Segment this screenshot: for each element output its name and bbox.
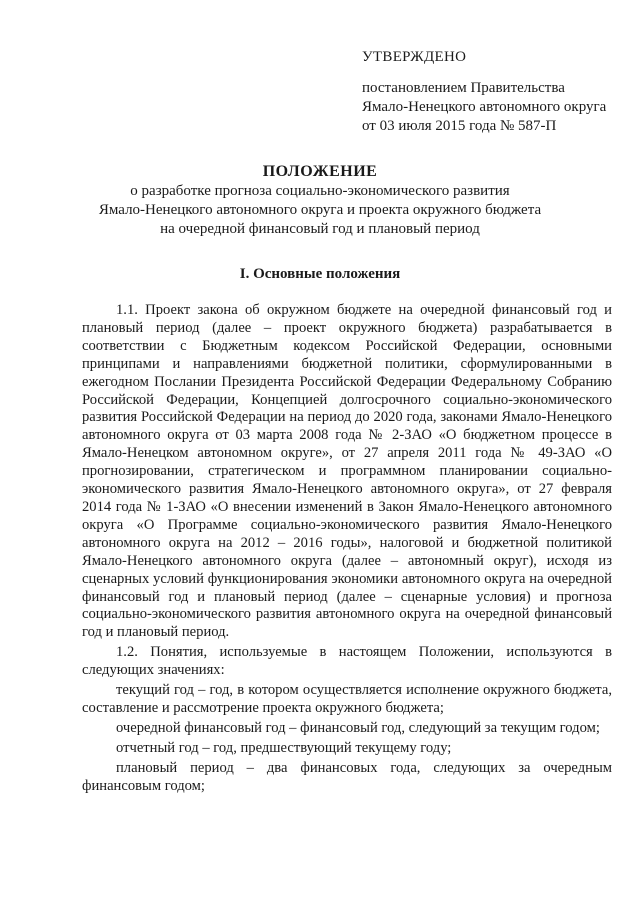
approval-line-3: от 03 июля 2015 года № 587-П xyxy=(362,118,557,134)
approval-line-2: Ямало-Ненецкого автономного округа xyxy=(362,99,607,115)
approval-stamp xyxy=(362,48,622,136)
definition-reporting-year: отчетный год – год, предшествующий текущему году; xyxy=(116,739,452,756)
approval-line-1: постановлением Правительства xyxy=(362,80,565,96)
definition-planning-period: плановый период – два финансовых года, следующих за очередным финансовым годом; xyxy=(82,759,612,794)
section-heading: I. Основные положения xyxy=(239,266,401,282)
section-body xyxy=(82,302,612,795)
document-subtitle-line-2: Ямало-Ненецкого автономного округа и проекта окружного бюджета xyxy=(98,202,542,218)
document-title: ПОЛОЖЕНИЕ xyxy=(262,163,378,180)
paragraph-1-2: 1.2. Понятия, используемые в настоящем Положении, используются в следующих значениях: xyxy=(82,644,612,679)
paragraph-1-1: 1.1. Проект закона об окружном бюджете на очередной финансовый год и плановый период (далее – проект окружного бюджета) разрабатывается в соответствии с Бюджетным кодексом Российской Федерации, основными принципами и направлениями бюджетной политики, сформулированными в ежегодном Послании Президента Российской Федерации Федеральному Собранию Российской Федерации, Концепцией долгосрочного социально-экономического развития Российской Федерации на период до 2020 года, законами Ямало-Ненецкого автономного округа от 03 марта 2008 года № 2-ЗАО «О бюджетном процессе в Ямало-Ненецком автономном округе», от 27 апреля 2011 года № 49-ЗАО «О прогнозировании, стратегическом и программном планировании социально-экономического развития Ямало-Ненецкого автономного округа», от 27 февраля 2014 года № 1-ЗАО «О внесении изменений в Закон Ямало-Ненецкого автономного округа «О Программе социально-экономического развития Ямало-Ненецкого автономного округа на 2012 – 2016 годы», налоговой и бюджетной политикой Ямало-Ненецкого автономного округа (далее – автономный округ), исходя из сценарных условий функционирования экономики автономного округа на очередной финансовый год и плановый период (далее – сценарные условия) и прогноза социально-экономического развития автономного округа на очередной финансовый год и плановый период. xyxy=(82,302,612,641)
document-title-block xyxy=(60,162,580,239)
approval-label: УТВЕРЖДЕНО xyxy=(362,49,467,65)
document-subtitle-line-1: о разработке прогноза социально-экономического развития xyxy=(130,183,510,199)
document-subtitle-line-3: на очередной финансовый год и плановый период xyxy=(160,221,480,237)
definition-current-year: текущий год – год, в котором осуществляется исполнение окружного бюджета, составление и рассмотрение проекта окружного бюджета; xyxy=(82,682,612,716)
definition-next-financial-year: очередной финансовый год – финансовый год, следующий за текущим годом; xyxy=(116,719,600,736)
